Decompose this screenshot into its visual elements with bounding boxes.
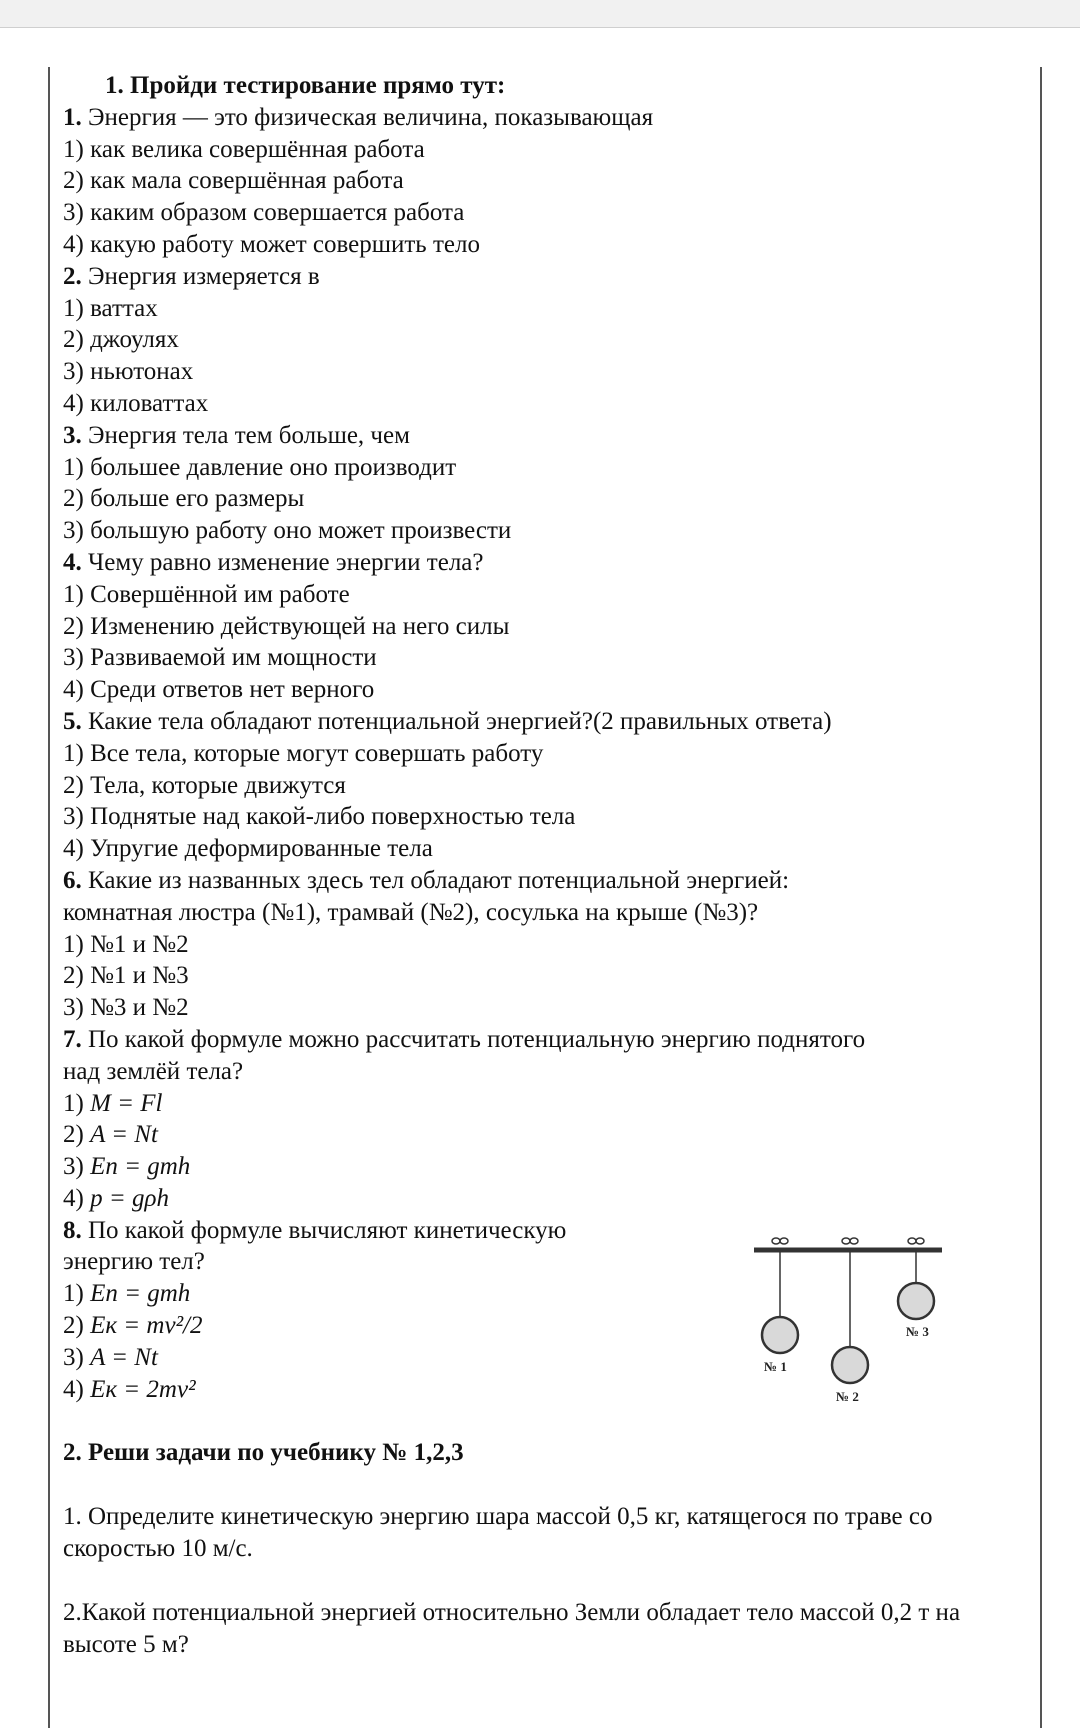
- question-number: 6.: [63, 866, 82, 894]
- option: 4) киловаттах: [63, 389, 209, 417]
- formula: Eп = gmh: [90, 1153, 191, 1181]
- formula-option: [63, 1088, 1013, 1120]
- formula: M = Fl: [90, 1089, 163, 1117]
- task-1: 1. Определите кинетическую энергию шара массой 0,5 кг, катящегося по траве со скоростью 10 м/с.: [63, 1503, 933, 1563]
- section2-heading: 2. Реши задачи по учебнику № 1,2,3: [63, 1439, 464, 1467]
- question-3: [63, 420, 1013, 452]
- formula: Eп = gmh: [90, 1280, 191, 1308]
- formula: Eк = mv²/2: [90, 1312, 203, 1340]
- option: 3) большую работу оно может произвести: [63, 517, 512, 545]
- option-prefix: 1): [63, 1089, 91, 1117]
- question-number: 2.: [63, 262, 82, 290]
- formula: p = gρh: [90, 1184, 169, 1212]
- question-text: Какие из названных здесь тел обладают потенциальной энергией:: [81, 866, 790, 894]
- formula-option: [63, 1183, 1013, 1215]
- task-2: 2.Какой потенциальной энергией относительно Земли обладает тело массой 0,2 т на высоте 5 м?: [63, 1598, 961, 1658]
- label-ball-3: № 3: [906, 1324, 929, 1339]
- question-7: [63, 1024, 1013, 1056]
- option: 3) каким образом совершается работа: [63, 199, 465, 227]
- option: 2) как мала совершённая работа: [63, 167, 404, 195]
- bow-knot-3: [908, 1238, 924, 1244]
- option: 4) Упругие деформированные тела: [63, 835, 433, 863]
- option: 2) больше его размеры: [63, 485, 305, 513]
- question-number: 4.: [63, 548, 82, 576]
- option: 3) ньютонах: [63, 358, 194, 386]
- option: 2) №1 и №3: [63, 962, 189, 990]
- question-text: Чему равно изменение энергии тела?: [81, 548, 484, 576]
- option: 2) джоулях: [63, 326, 179, 354]
- bow-knot-1: [772, 1238, 788, 1244]
- bow-knot-2: [842, 1238, 858, 1244]
- option: 1) Совершённой им работе: [63, 580, 350, 608]
- option-prefix: 1): [63, 1280, 91, 1308]
- page-border-right: [1040, 67, 1042, 1728]
- formula: A = Nt: [90, 1121, 158, 1149]
- option-prefix: 2): [63, 1121, 91, 1149]
- option: 1) как велика совершённая работа: [63, 135, 425, 163]
- option: 2) Тела, которые движутся: [63, 771, 346, 799]
- pendulum-figure: [752, 1226, 952, 1406]
- ball-1: [762, 1317, 798, 1353]
- spacer: [63, 1405, 1013, 1437]
- option: 1) большее давление оно производит: [63, 453, 457, 481]
- question-number: 5.: [63, 707, 82, 735]
- top-toolbar: [0, 0, 1080, 28]
- question-text-continued: энергию тел?: [63, 1248, 205, 1276]
- option: 3) Развиваемой им мощности: [63, 644, 377, 672]
- ball-2: [832, 1347, 868, 1383]
- option: 4) Среди ответов нет верного: [63, 676, 375, 704]
- section1-heading: 1. Пройди тестирование прямо тут:: [105, 72, 506, 99]
- question-text-continued: комнатная люстра (№1), трамвай (№2), сосулька на крыше (№3)?: [63, 898, 759, 926]
- question-4: [63, 547, 1013, 579]
- question-text: По какой формуле вычисляют кинетическую: [81, 1216, 567, 1244]
- question-number: 7.: [63, 1025, 82, 1053]
- document-body: [63, 70, 1013, 1660]
- option: 3) Поднятые над какой-либо поверхностью тела: [63, 803, 576, 831]
- label-ball-2: № 2: [836, 1389, 859, 1404]
- question-6: [63, 865, 1013, 897]
- spacer: [63, 1565, 1013, 1597]
- option: 2) Изменению действующей на него силы: [63, 612, 510, 640]
- question-2: [63, 261, 1013, 293]
- question-text: По какой формуле можно рассчитать потенциальную энергию поднятого: [81, 1025, 866, 1053]
- question-text: Какие тела обладают потенциальной энергией?(2 правильных ответа): [81, 707, 832, 735]
- question-5: [63, 706, 1013, 738]
- pendulum-illustration: [752, 1226, 952, 1406]
- option-prefix: 2): [63, 1312, 91, 1340]
- option-prefix: 4): [63, 1375, 91, 1403]
- question-1: [63, 102, 1013, 134]
- formula: A = Nt: [90, 1343, 158, 1371]
- ball-3: [898, 1283, 934, 1319]
- question-text: Энергия тела тем больше, чем: [81, 421, 410, 449]
- option-prefix: 4): [63, 1184, 91, 1212]
- option: 1) ваттах: [63, 294, 158, 322]
- question-text-continued: над землёй тела?: [63, 1057, 244, 1085]
- option-prefix: 3): [63, 1343, 91, 1371]
- question-number: 3.: [63, 421, 82, 449]
- formula: Eк = 2mv²: [90, 1375, 196, 1403]
- label-ball-1: № 1: [764, 1359, 787, 1374]
- question-number: 8.: [63, 1216, 82, 1244]
- option: 3) №3 и №2: [63, 994, 189, 1022]
- option: 1) №1 и №2: [63, 930, 189, 958]
- option-prefix: 3): [63, 1153, 91, 1181]
- question-text: Энергия измеряется в: [81, 262, 320, 290]
- option: 1) Все тела, которые могут совершать работу: [63, 739, 544, 767]
- question-text: Энергия — это физическая величина, показывающая: [81, 103, 654, 131]
- question-number: 1.: [63, 103, 82, 131]
- page-border-left: [48, 67, 50, 1728]
- formula-option: [63, 1151, 1013, 1183]
- spacer: [63, 1469, 1013, 1501]
- formula-option: [63, 1119, 1013, 1151]
- option: 4) какую работу может совершить тело: [63, 230, 480, 258]
